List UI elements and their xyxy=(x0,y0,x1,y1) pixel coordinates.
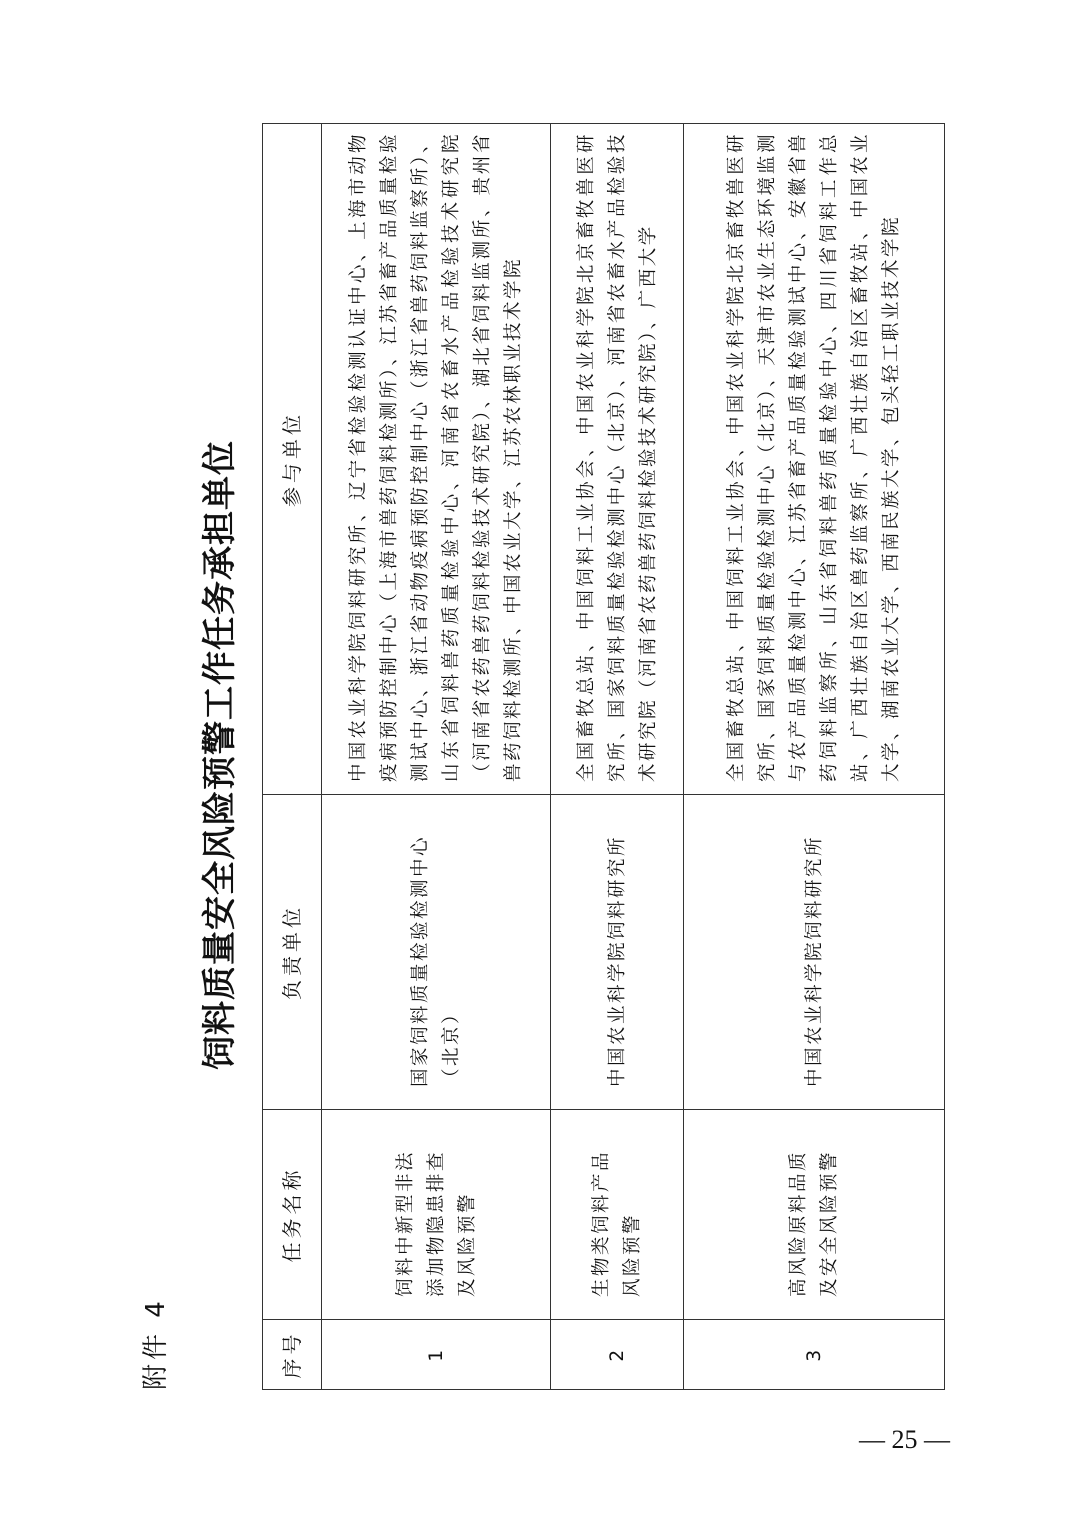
header-task-name: 任务名称 xyxy=(263,1110,322,1320)
row-task-name: 高风险原料品质及安全风险预警 xyxy=(684,1110,945,1320)
table-row xyxy=(684,124,945,1390)
row-responsible-unit: 中国农业科学院饲料研究所 xyxy=(684,795,945,1110)
table-header-row xyxy=(263,124,322,1390)
row-participating-units: 全国畜牧总站、中国饲料工业协会、中国农业科学院北京畜牧兽医研究所、国家饲料质量检验检测中心（北京）、天津市农业生态环境监测与农产品质量检测中心、江苏省畜产品质量检验测试中心、安徽省兽药饲料监察所、山东省饲料兽药质量检验中心、四川省饲料工作总站、广西壮族自治区兽药监察所、广西壮族自治区畜牧站、中国农业大学、湖南农业大学、西南民族大学、包头轻工职业技术学院 xyxy=(684,124,945,795)
row-seq: 2 xyxy=(551,1320,684,1390)
row-task-name: 生物类饲料产品风险预警 xyxy=(551,1110,684,1320)
table-row xyxy=(322,124,551,1390)
header-participating-units: 参与单位 xyxy=(263,124,322,795)
table-row xyxy=(551,124,684,1390)
row-responsible-unit: 中国农业科学院饲料研究所 xyxy=(551,795,684,1110)
row-task-name: 饲料中新型非法添加物隐患排查及风险预警 xyxy=(322,1110,551,1320)
task-table xyxy=(262,123,945,1390)
header-seq: 序号 xyxy=(263,1320,322,1390)
row-participating-units: 全国畜牧总站、中国饲料工业协会、中国农业科学院北京畜牧兽医研究所、国家饲料质量检验检测中心（北京）、河南省农畜水产品检验技术研究院（河南省农药兽药饲料检验技术研究院）、广西大学 xyxy=(551,124,684,795)
row-seq: 3 xyxy=(684,1320,945,1390)
row-seq: 1 xyxy=(322,1320,551,1390)
document-title: 饲料质量安全风险预警工作任务承担单位 xyxy=(200,440,240,1070)
row-responsible-unit: 国家饲料质量检验检测中心（北京） xyxy=(322,795,551,1110)
header-responsible-unit: 负责单位 xyxy=(263,795,322,1110)
attachment-label: 附件 4 xyxy=(141,1297,171,1390)
page-number: — 25 — xyxy=(859,1425,950,1454)
rotated-content xyxy=(80,120,902,1390)
row-participating-units: 中国农业科学院饲料研究所、辽宁省检验检测认证中心、上海市动物疫病预防控制中心（上海市兽药饲料检测所）、江苏省畜产品质量检验测试中心、浙江省动物疫病预防控制中心（浙江省兽药饲料监察所）、山东省饲料兽药质量检验中心、河南省农畜水产品检验技术研究院（河南省农药兽药饲料检验技术研究院）、湖北省饲料监测所、贵州省兽药饲料检测所、中国农业大学、江苏农林职业技术学院 xyxy=(322,124,551,795)
